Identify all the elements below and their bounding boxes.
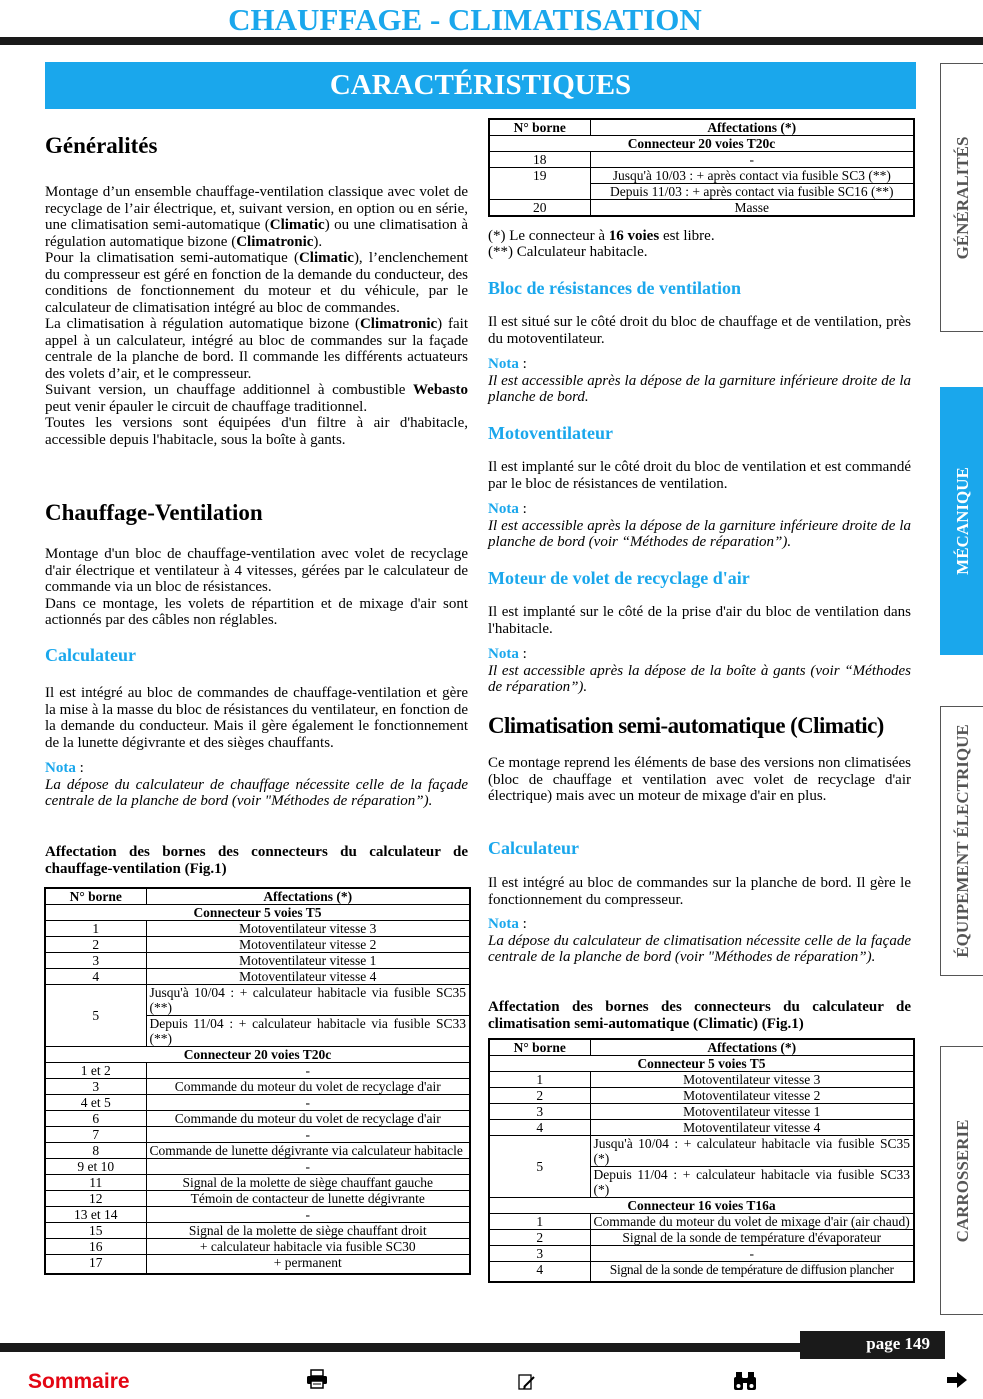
table-row xyxy=(45,1143,470,1159)
heading-moteur-volet: Moteur de volet de recyclage d'air xyxy=(488,568,750,588)
cell-borne: 15 xyxy=(45,1223,146,1239)
cell-affectation: Masse xyxy=(590,200,914,217)
binoculars-icon[interactable] xyxy=(733,1371,757,1396)
table-row xyxy=(45,1191,470,1207)
cell-borne: 1 xyxy=(45,921,146,937)
footnote-1-bold: 16 voies xyxy=(608,228,660,244)
generalites-p5: Toutes les versions sont équipées d'un filtre à air d'habitacle, accessible depuis l'habitacle, sous la boîte à gants. xyxy=(45,415,468,448)
heading-calculateur: Calculateur xyxy=(45,645,136,665)
cell-borne: 12 xyxy=(45,1191,146,1207)
nota-label: Nota xyxy=(488,916,519,932)
connector-title: Connecteur 20 voies T20c xyxy=(489,136,914,152)
tab-generalites[interactable] xyxy=(940,63,983,332)
table-row xyxy=(489,168,914,184)
chauffage-p1: Montage d'un bloc de chauffage-ventilation avec volet de recyclage d'air électrique et ventilateur à 4 vitesses, gérées par le calculateur de commande via un bloc de résistances. xyxy=(45,546,468,595)
moto-text: Il est implanté sur le côté droit du bloc de ventilation et est commandé par le bloc de résistances de ventilation. xyxy=(488,459,911,492)
table-row xyxy=(489,200,914,217)
heading-generalites: Généralités xyxy=(45,133,158,158)
cell-affectation: - xyxy=(146,1063,470,1079)
table-row xyxy=(45,1159,470,1175)
cell-borne: 6 xyxy=(45,1111,146,1127)
table-row xyxy=(45,1175,470,1191)
cell-affectation: Commande du moteur du volet de mixage d'air (air chaud) xyxy=(590,1214,914,1230)
nota-moto: Nota : Il est accessible après la dépose de la garniture inférieure droite de la planche de bord (voir “Méthodes de réparation”). xyxy=(488,501,911,550)
page-title: CHAUFFAGE - CLIMATISATION xyxy=(228,2,702,37)
nota-label: Nota xyxy=(488,356,519,372)
footnote-1 xyxy=(488,228,911,245)
table-row xyxy=(45,921,470,937)
arrow-right-icon[interactable] xyxy=(946,1371,968,1394)
table-header-row xyxy=(489,119,914,136)
cell-borne: 20 xyxy=(489,200,590,217)
table-header-row xyxy=(45,888,470,905)
table-row xyxy=(45,1207,470,1223)
col-header-affectations: Affectations (*) xyxy=(590,1039,914,1056)
cell-borne: 16 xyxy=(45,1239,146,1255)
cell-borne: 19 xyxy=(489,168,590,200)
connector-table-left xyxy=(44,887,471,1275)
footnote-1-post: est libre. xyxy=(659,228,715,244)
cell-affectation: Motoventilateur vitesse 3 xyxy=(590,1072,914,1088)
cell-affectation: Jusqu'à 10/03 : + après contact via fusible SC3 (**) xyxy=(590,168,914,184)
nota-text: Il est accessible après la dépose de la boîte à gants (voir “Méthodes de réparation”). xyxy=(488,662,911,695)
table-row xyxy=(45,969,470,985)
cell-borne: 18 xyxy=(489,152,590,168)
cell-borne: 3 xyxy=(489,1246,590,1262)
cell-borne: 3 xyxy=(489,1104,590,1120)
cell-affectation: - xyxy=(590,1246,914,1262)
cell-affectation: Jusqu'à 10/04 : + calculateur habitacle via fusible SC35 (*) xyxy=(590,1136,914,1167)
tab-generalites-label: GÉNÉRALITÉS xyxy=(952,136,972,259)
heading-climatisation: Climatisation semi-automatique (Climatic) xyxy=(488,713,884,738)
table-row xyxy=(489,1262,914,1283)
table-row xyxy=(45,1255,470,1275)
footnote-2: (**) Calculateur habitacle. xyxy=(488,244,648,260)
nota-calc2: Nota : La dépose du calculateur de climatisation nécessite celle de la façade centrale de la planche de bord (voir "Méthodes de réparation”). xyxy=(488,916,911,965)
cell-affectation: Motoventilateur vitesse 1 xyxy=(146,953,470,969)
cell-affectation: Signal de la sonde de température d'évaporateur xyxy=(590,1230,914,1246)
bottom-rule xyxy=(0,1343,800,1352)
tab-mecanique-label: MÉCANIQUE xyxy=(952,467,972,575)
cell-affectation: Motoventilateur vitesse 2 xyxy=(146,937,470,953)
cell-borne: 1 xyxy=(489,1214,590,1230)
nota-text: La dépose du calculateur de climatisation nécessite celle de la façade centrale de la planche de bord (voir "Méthodes de réparation”). xyxy=(488,932,911,965)
col-header-borne: N° borne xyxy=(489,1039,590,1056)
nota-volet: Nota : Il est accessible après la dépose de la boîte à gants (voir “Méthodes de réparation”). xyxy=(488,646,911,695)
cell-borne: 4 xyxy=(489,1262,590,1283)
cell-affectation: Motoventilateur vitesse 4 xyxy=(590,1120,914,1136)
generalites-p1: Montage d’un ensemble chauffage-ventilation classique avec volet de recyclage de l’air électrique, et, suivant version, en option ou en série, une climatisation semi-automatique (Climatic) ou une climatisation à régulation automatique bizone (Climatronic). xyxy=(45,184,469,250)
cell-borne: 2 xyxy=(45,937,146,953)
section-banner: CARACTÉRISTIQUES xyxy=(45,62,916,109)
cell-affectation: Depuis 11/04 : + calculateur habitacle via fusible SC33 (**) xyxy=(146,1016,470,1047)
cell-affectation: Commande du moteur du volet de recyclage d'air xyxy=(146,1079,470,1095)
table-row xyxy=(45,1111,470,1127)
cell-affectation: - xyxy=(146,1159,470,1175)
cell-affectation: + calculateur habitacle via fusible SC30 xyxy=(146,1239,470,1255)
nota-text: Il est accessible après la dépose de la garniture inférieure droite de la planche de bord (voir “Méthodes de réparation”). xyxy=(488,517,911,550)
nota-text: La dépose du calculateur de chauffage nécessite celle de la façade centrale de la planche de bord (voir "Méthodes de réparation”). xyxy=(45,776,468,809)
cell-borne: 17 xyxy=(45,1255,146,1275)
table-row xyxy=(489,1088,914,1104)
tab-carrosserie[interactable] xyxy=(940,1046,983,1315)
nota-label: Nota xyxy=(488,501,519,517)
cell-affectation: - xyxy=(146,1127,470,1143)
heading-motoventilateur: Motoventilateur xyxy=(488,423,613,443)
cell-borne: 1 xyxy=(489,1072,590,1088)
connector-table-right xyxy=(488,1038,915,1283)
connector-title: Connecteur 5 voies T5 xyxy=(489,1056,914,1072)
table-row xyxy=(489,152,914,168)
table-row xyxy=(45,1063,470,1079)
table-row xyxy=(45,1239,470,1255)
table-row xyxy=(45,1127,470,1143)
cell-affectation: Motoventilateur vitesse 3 xyxy=(146,921,470,937)
nota-bloc: Nota : Il est accessible après la dépose de la garniture inférieure droite de la planche de bord. xyxy=(488,356,911,405)
cell-affectation: Motoventilateur vitesse 4 xyxy=(146,969,470,985)
cell-affectation: Commande de lunette dégivrante via calculateur habitacle xyxy=(146,1143,470,1159)
cell-affectation: - xyxy=(146,1207,470,1223)
generalites-p3: La climatisation à régulation automatique bizone (Climatronic) fait appel à un calculateur, intégré au bloc de commandes sur la façade centrale de la planche de bord. Il commande les différents actuateurs des volets d’air, et le compresseur. xyxy=(45,316,468,382)
nota-label: Nota xyxy=(488,646,519,662)
table-row xyxy=(489,1120,914,1136)
calc2-text: Il est intégré au bloc de commandes sur la planche de bord. Il gère le fonctionnement du compresseur. xyxy=(488,875,911,908)
cell-borne: 4 xyxy=(45,969,146,985)
cell-affectation: Témoin de contacteur de lunette dégivrante xyxy=(146,1191,470,1207)
table-caption-left: Affectation des bornes des connecteurs du calculateur de chauffage-ventilation (Fig.1) xyxy=(45,844,468,877)
generalites-p4: Suivant version, un chauffage additionnel à combustible Webasto peut venir épauler le circuit de chauffage traditionnel. xyxy=(45,382,468,415)
connector-title: Connecteur 5 voies T5 xyxy=(45,905,470,921)
generalites-p2: Pour la climatisation semi-automatique (Climatic), l’enclenchement du compresseur est géré en fonction de la demande du conducteur, des conditions de fonctionnement du moteur et du véhicule, par le calculateur de climatisation intégré au bloc de commandes. xyxy=(45,250,469,316)
table-row xyxy=(489,1214,914,1230)
table-row xyxy=(45,1095,470,1111)
cell-borne: 9 et 10 xyxy=(45,1159,146,1175)
cell-affectation: + permanent xyxy=(146,1255,470,1275)
cell-affectation: Depuis 11/03 : + après contact via fusible SC16 (**) xyxy=(590,184,914,200)
tab-equipement-label: ÉQUIPEMENT ÉLECTRIQUE xyxy=(952,724,972,958)
bloc-text: Il est situé sur le côté droit du bloc de chauffage et de ventilation, près du motoventilateur. xyxy=(488,314,911,347)
cell-borne: 3 xyxy=(45,1079,146,1095)
heading-calculateur-clim: Calculateur xyxy=(488,838,579,858)
generalites-body xyxy=(45,184,468,448)
cell-affectation: Motoventilateur vitesse 1 xyxy=(590,1104,914,1120)
cell-borne: 4 xyxy=(489,1120,590,1136)
cell-affectation: Commande du moteur du volet de recyclage d'air xyxy=(146,1111,470,1127)
cell-affectation: Motoventilateur vitesse 2 xyxy=(590,1088,914,1104)
tab-mecanique[interactable] xyxy=(940,387,983,655)
cell-borne: 1 et 2 xyxy=(45,1063,146,1079)
cell-borne: 2 xyxy=(489,1230,590,1246)
col-header-borne: N° borne xyxy=(45,888,146,905)
nota-calculateur: Nota : La dépose du calculateur de chauffage nécessite celle de la façade centrale de la planche de bord (voir "Méthodes de réparation”). xyxy=(45,760,468,809)
cell-borne: 3 xyxy=(45,953,146,969)
tab-carrosserie-label: CARROSSERIE xyxy=(952,1119,972,1242)
printer-icon[interactable] xyxy=(306,1369,328,1394)
table-caption-right: Affectation des bornes des connecteurs du calculateur de climatisation semi-automatique (Climatic) (Fig.1) xyxy=(488,999,911,1032)
table-row xyxy=(489,1072,914,1088)
table-row xyxy=(45,953,470,969)
cell-borne: 4 et 5 xyxy=(45,1095,146,1111)
cell-affectation: Signal de la molette de siège chauffant gauche xyxy=(146,1175,470,1191)
cell-affectation: Jusqu'à 10/04 : + calculateur habitacle via fusible SC35 (**) xyxy=(146,985,470,1016)
nota-text: Il est accessible après la dépose de la garniture inférieure droite de la planche de bord. xyxy=(488,372,911,405)
page-number: page 149 xyxy=(866,1334,930,1353)
cell-borne: 11 xyxy=(45,1175,146,1191)
cell-affectation: Signal de la molette de siège chauffant droit xyxy=(146,1223,470,1239)
col-header-affectations: Affectations (*) xyxy=(590,119,914,136)
nota-label: Nota xyxy=(45,760,76,776)
cell-borne: 5 xyxy=(45,985,146,1047)
col-header-affectations: Affectations (*) xyxy=(146,888,470,905)
volet-text: Il est implanté sur le côté de la prise d'air du bloc de ventilation dans l'habitacle. xyxy=(488,604,911,637)
heading-chauffage-ventilation: Chauffage-Ventilation xyxy=(45,500,263,525)
cell-affectation: - xyxy=(590,152,914,168)
footnote-1-pre: (*) Le connecteur à xyxy=(488,228,609,244)
table-row xyxy=(45,985,470,1016)
table-row xyxy=(45,1223,470,1239)
table-header-row xyxy=(489,1039,914,1056)
table-row xyxy=(489,1136,914,1167)
top-rule xyxy=(0,37,983,45)
cell-affectation: - xyxy=(146,1095,470,1111)
connector-title: Connecteur 20 voies T20c xyxy=(45,1047,470,1063)
table-row xyxy=(489,1104,914,1120)
chauffage-body xyxy=(45,546,468,629)
connector-table-top-right xyxy=(488,118,915,217)
table-row xyxy=(489,1230,914,1246)
clim-text: Ce montage reprend les éléments de base des versions non climatisées (bloc de chauffage et ventilation avec volet de recyclage d'air électrique) mais avec un moteur de mixage d'air en plus. xyxy=(488,755,911,804)
sommaire-link[interactable]: Sommaire xyxy=(28,1370,130,1393)
cell-affectation: Depuis 11/04 : + calculateur habitacle via fusible SC33 (*) xyxy=(590,1167,914,1198)
cell-borne: 13 et 14 xyxy=(45,1207,146,1223)
cell-borne: 7 xyxy=(45,1127,146,1143)
chauffage-p2: Dans ce montage, les volets de répartition et de mixage d'air sont actionnés par des câbles non réglables. xyxy=(45,595,468,628)
cell-affectation: Signal de la sonde de température de diffusion plancher xyxy=(590,1262,914,1283)
table-row xyxy=(45,937,470,953)
cell-borne: 5 xyxy=(489,1136,590,1198)
calculateur-text: Il est intégré au bloc de commandes de chauffage-ventilation et gère la mise à la masse du bloc de résistances du ventilateur, en fonction de la demande du conducteur. Mais il gère également le fonctionnement de la lunette dégivrante et des sièges chauffants. xyxy=(45,685,468,751)
connector-title: Connecteur 16 voies T16a xyxy=(489,1198,914,1214)
heading-bloc-resistances: Bloc de résistances de ventilation xyxy=(488,278,741,298)
cell-borne: 2 xyxy=(489,1088,590,1104)
tab-equipement-electrique[interactable] xyxy=(940,706,983,976)
table-row xyxy=(45,1079,470,1095)
table-row xyxy=(489,1246,914,1262)
cell-borne: 8 xyxy=(45,1143,146,1159)
col-header-borne: N° borne xyxy=(489,119,590,136)
edit-icon[interactable] xyxy=(518,1373,536,1396)
